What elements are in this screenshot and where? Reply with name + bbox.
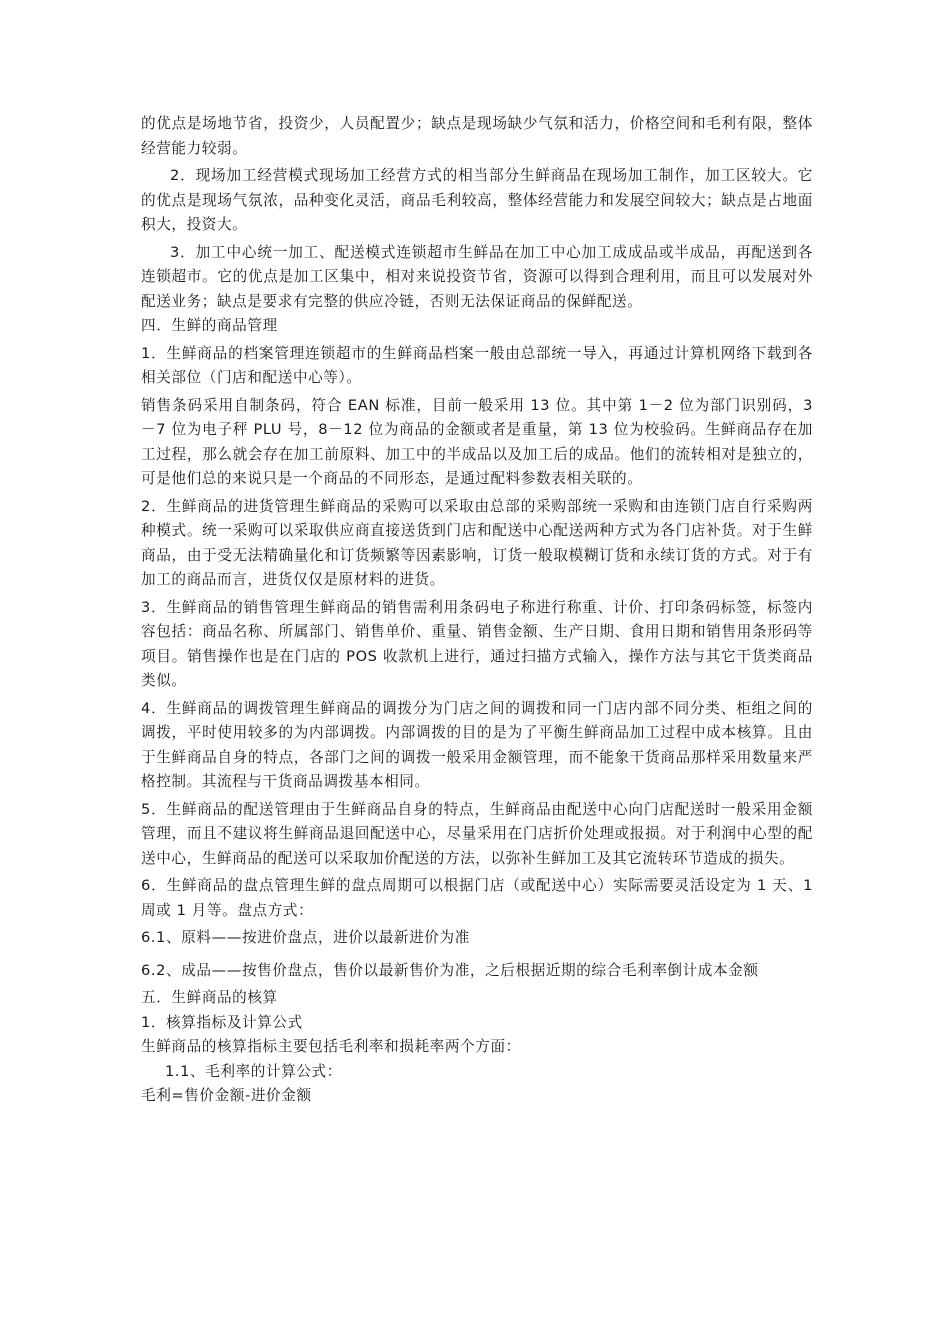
paragraph-accounting-formula: 1．核算指标及计算公式 xyxy=(141,1013,303,1031)
paragraph-finished-product: 6.2、成品——按售价盘点，售价以最新售价为准，之后根据近期的综合毛利率倒计成本金额 xyxy=(141,961,759,979)
paragraph-gross-profit: 毛利=售价金额-进价金额 xyxy=(141,1087,312,1104)
section-heading-5: 五．生鲜商品的核算 xyxy=(141,989,278,1006)
paragraph-archive-management: 1．生鲜商品的档案管理连锁超市的生鲜商品档案一般由总部统一导入，再通过计算机网络下载到各相关部位（门店和配送中心等）。 xyxy=(141,344,813,386)
paragraph-onsite-processing: 2．现场加工经营模式现场加工经营方式的相当部分生鲜商品在现场加工制作，加工区较大。它的优点是现场气氛浓，品种变化灵活，商品毛利较高，整体经营能力和发展空间较大；缺点是占地面积大，投资大。 xyxy=(141,167,813,233)
paragraph-barcode: 销售条码采用自制条码，符合 EAN 标准，目前一般采用 13 位。其中第 1－2 位为部门识别码，3－7 位为电子秤 PLU 号，8－12 位为商品的金额或者是重量，第 13 位为校验码。生鲜商品存在加工过程，那么就会存在加工前原料、加工中的半成品以及加工后的成品。他们的流转相对是独立的，可是他们总的来说只是一个商品的不同形态，是通过配料参数表相关联的。 xyxy=(141,396,813,487)
paragraph-central-processing: 3．加工中心统一加工、配送模式连锁超市生鲜品在加工中心加工成成品或半成品，再配送到各连锁超市。它的优点是加工区集中，相对来说投资节省，资源可以得到合理利用，而且可以发展对外配送业务；缺点是要求有完整的供应冷链，否则无法保证商品的保鲜配送。 xyxy=(141,243,813,310)
section-heading-4: 四．生鲜的商品管理 xyxy=(141,317,278,334)
document-body xyxy=(141,112,813,1109)
paragraph-distribution-management: 5．生鲜商品的配送管理由于生鲜商品自身的特点，生鲜商品由配送中心向门店配送时一般采用金额管理，而且不建议将生鲜商品退回配送中心，尽量采用在门店折价处理或报损。对于利润中心型的配送中心，生鲜商品的配送可以采取加价配送的方法，以弥补生鲜加工及其它流转环节造成的损失。 xyxy=(141,800,813,867)
paragraph-inventory-management: 6．生鲜商品的盘点管理生鲜的盘点周期可以根据门店（或配送中心）实际需要灵活设定为 1 天、1 周或 1 月等。盘点方式： xyxy=(141,877,813,919)
paragraph-accounting-indicators: 生鲜商品的核算指标主要包括毛利率和损耗率两个方面： xyxy=(141,1038,521,1055)
paragraph-raw-material: 6.1、原料——按进价盘点，进价以最新进价为准 xyxy=(141,929,470,946)
paragraph-continuation: 的优点是场地节省，投资少，人员配置少；缺点是现场缺少气氛和活力，价格空间和毛利有限，整体经营能力较弱。 xyxy=(141,115,813,157)
paragraph-purchase-management: 2．生鲜商品的进货管理生鲜商品的采购可以采取由总部的采购部统一采购和由连锁门店自行采购两种模式。统一采购可以采取供应商直接送货到门店和配送中心配送两种方式为各门店补货。对于生鲜商品，由于受无法精确量化和订货频繁等因素影响，订货一般取模糊订货和永续订货的方式。对于有加工的商品而言，进货仅仅是原材料的进货。 xyxy=(141,497,813,588)
paragraph-sales-management: 3．生鲜商品的销售管理生鲜商品的销售需利用条码电子称进行称重、计价、打印条码标签，标签内容包括：商品名称、所属部门、销售单价、重量、销售金额、生产日期、食用日期和销售用条形码等项目。销售操作也是在门店的 POS 收款机上进行，通过扫描方式输入，操作方法与其它干货类商品类似。 xyxy=(141,598,813,689)
paragraph-transfer-management: 4．生鲜商品的调拨管理生鲜商品的调拨分为门店之间的调拨和同一门店内部不同分类、柜组之间的调拨，平时使用较多的为内部调拨。内部调拨的目的是为了平衡生鲜商品加工过程中成本核算。且由于生鲜商品自身的特点，各部门之间的调拨一般采用金额管理，而不能象干货商品那样采用数量来严格控制。其流程与干货商品调拨基本相同。 xyxy=(141,699,813,790)
paragraph-gross-margin-formula: 1.1、毛利率的计算公式： xyxy=(165,1062,342,1080)
